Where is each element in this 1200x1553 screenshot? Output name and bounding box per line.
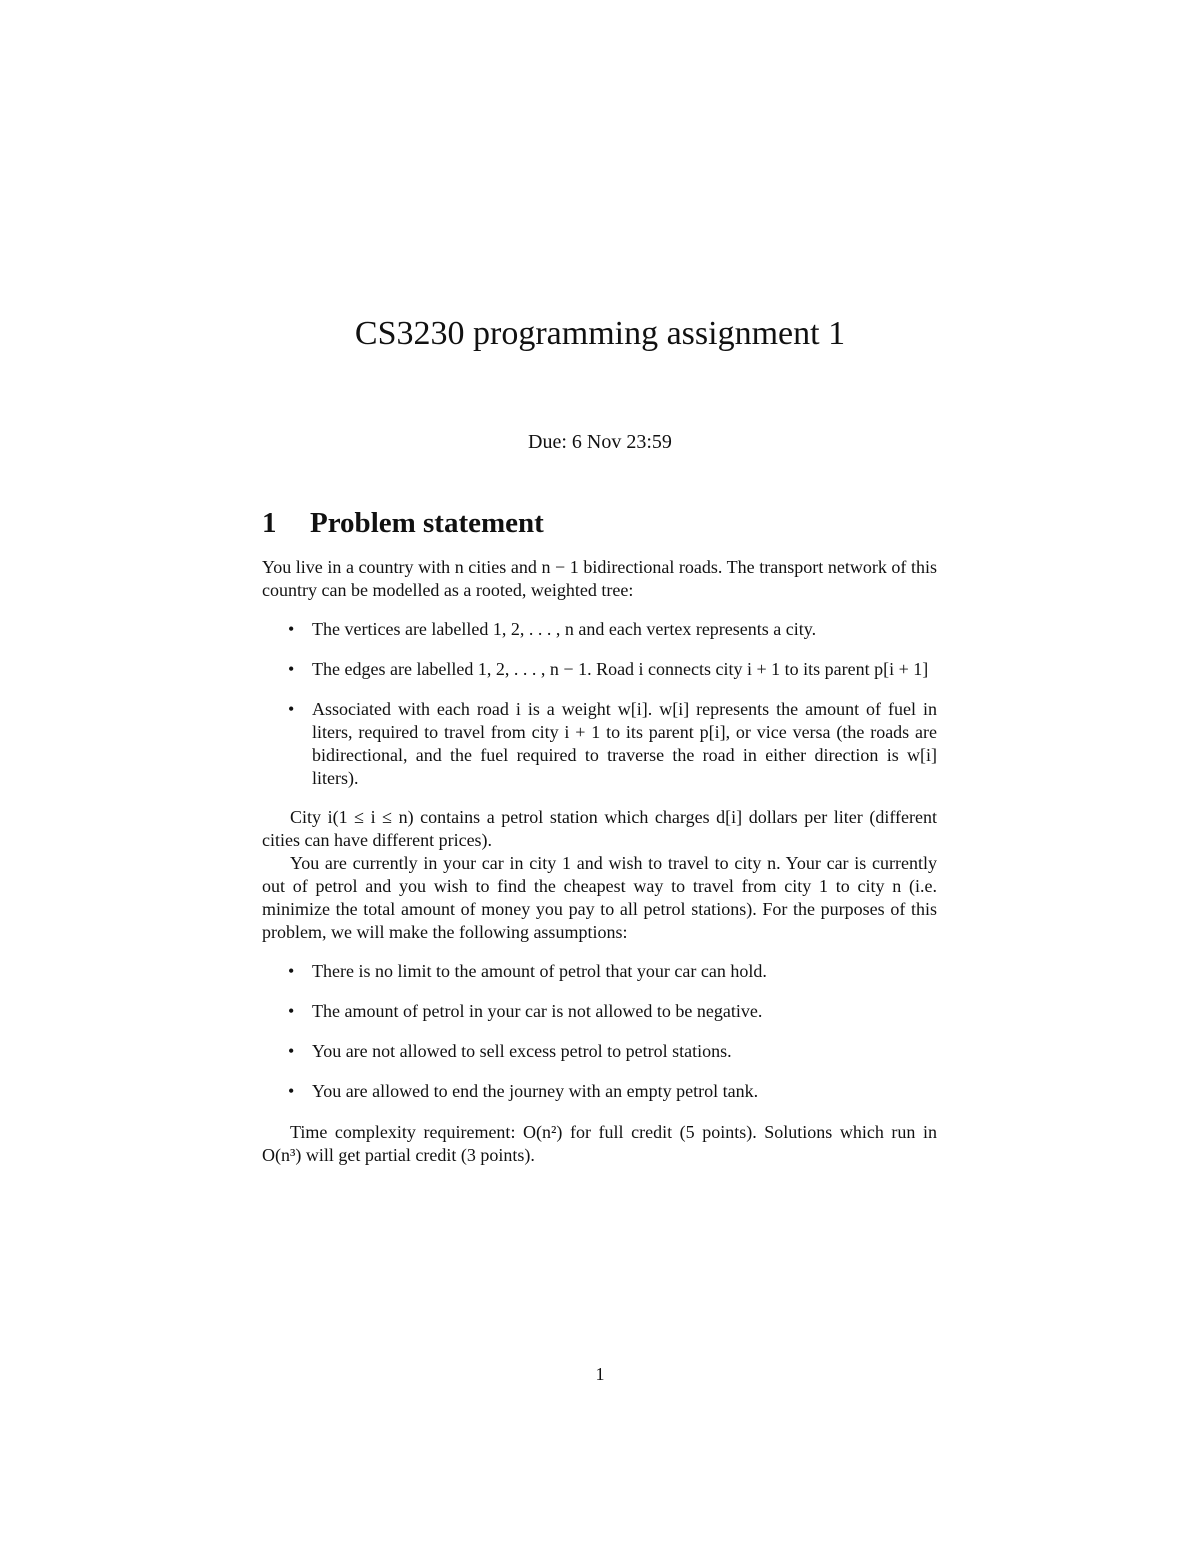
section-title: Problem statement (310, 507, 544, 539)
bullet-icon: • (288, 1001, 295, 1021)
due-date: Due: 6 Nov 23:59 (528, 431, 672, 453)
list-item-text: The edges are labelled 1, 2, . . . , n − 1. Road i connects city i + 1 to its parent p[i + 1] (312, 659, 929, 679)
list-item-text: There is no limit to the amount of petrol that your car can hold. (312, 961, 767, 981)
list-item-text: The vertices are labelled 1, 2, . . . , n and each vertex represents a city. (312, 619, 817, 639)
document-title: CS3230 programming assignment 1 (354, 315, 846, 352)
bullet-icon: • (288, 1081, 295, 1101)
list-item-text: You are not allowed to sell excess petrol to petrol stations. (312, 1041, 732, 1061)
tree-properties-list (262, 618, 937, 790)
list-item-text: You are allowed to end the journey with an empty petrol tank. (312, 1081, 759, 1101)
section-heading (262, 504, 544, 542)
list-item (288, 618, 937, 641)
list-item (288, 1000, 937, 1023)
complexity-paragraph: Time complexity requirement: O(n²) for full credit (5 points). Solutions which run in O(n³) will get partial credit (3 points). (262, 1122, 937, 1165)
section-number: 1 (262, 507, 277, 539)
assumptions-list (262, 960, 937, 1103)
section-body (262, 556, 937, 1167)
list-item (288, 658, 937, 681)
list-item-text: The amount of petrol in your car is not allowed to be negative. (312, 1001, 763, 1021)
bullet-icon: • (288, 659, 295, 679)
list-item (288, 1040, 937, 1063)
intro-paragraph: You live in a country with n cities and n − 1 bidirectional roads. The transport network of this country can be modelled as a rooted, weighted tree: (262, 557, 937, 600)
list-item (288, 1080, 937, 1103)
bullet-icon: • (288, 699, 295, 719)
list-item-text: Associated with each road i is a weight w[i]. w[i] represents the amount of fuel in liters, required to travel from city i + 1 to its parent p[i], or vice versa (the roads are bidirectional, and the fuel required to traverse the road in either direction is w[i] liters). (312, 699, 937, 788)
petrol-paragraph: City i(1 ≤ i ≤ n) contains a petrol station which charges d[i] dollars per liter (different cities can have different prices). (262, 807, 937, 850)
page-number: 1 (595, 1364, 605, 1384)
list-item (288, 960, 937, 983)
bullet-icon: • (288, 1041, 295, 1061)
list-item (288, 698, 937, 790)
travel-paragraph: You are currently in your car in city 1 and wish to travel to city n. Your car is currently out of petrol and you wish to find the cheapest way to travel from city 1 to city n (i.e. minimize the total amount of money you pay to all petrol stations). For the purposes of this problem, we will make the following assumptions: (262, 853, 937, 942)
bullet-icon: • (288, 961, 295, 981)
bullet-icon: • (288, 619, 295, 639)
